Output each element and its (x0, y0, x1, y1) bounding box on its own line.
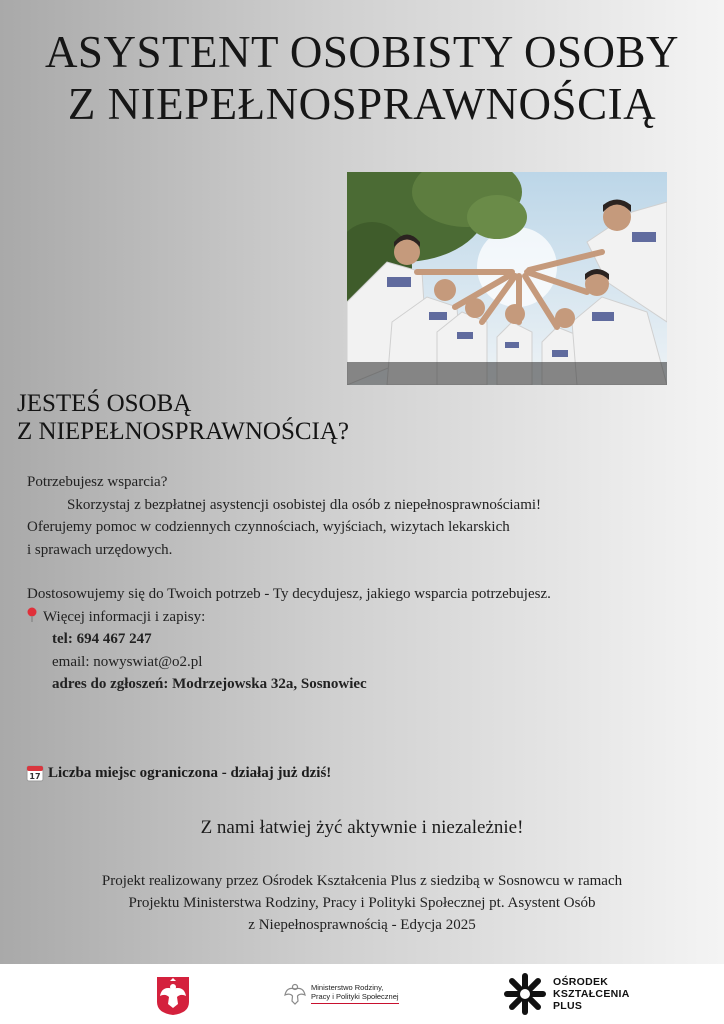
project-line-2: Projektu Ministerstwa Rodziny, Pracy i Polityki Społecznej pt. Asystent Osób (128, 895, 596, 911)
adapt-text: Dostosowujemy się do Twoich potrzeb - Ty decydujesz, jakiego wsparcia potrzebujesz. (27, 586, 551, 602)
free-assistance-text: Skorzystaj z bezpłatnej asystencji osobistej dla osób z niepełnosprawnościami! (67, 496, 542, 513)
limited-places-text: Liczba miejsc ograniczona - działaj już dziś! (48, 764, 332, 781)
need-support-text: Potrzebujesz wsparcia? (27, 474, 168, 490)
title-line-2: Z NIEPEŁNOSPRAWNOŚCIĄ (67, 79, 657, 129)
okp-line-2: KSZTAŁCENIA (553, 988, 630, 1000)
okp-line-3: PLUS (553, 1000, 583, 1012)
limited-places-line (26, 764, 331, 782)
slogan: Z nami łatwiej żyć aktywnie i niezależnie! (200, 817, 524, 838)
question-heading (17, 390, 349, 446)
offer-text-line-1: Oferujemy pomoc w codziennych czynnościach, wyjściach, wizytach lekarskich (27, 519, 510, 535)
question-line-2: Z NIEPEŁNOSPRAWNOŚCIĄ? (17, 418, 350, 445)
footer-logos (0, 964, 724, 1024)
body-text (27, 471, 707, 696)
page-title (0, 26, 724, 130)
calendar-icon (26, 764, 44, 782)
application-address: adres do zgłoszeń: Modrzejowska 32a, Sosnowiec (52, 676, 367, 692)
question-line-1: JESTEŚ OSOBĄ (17, 390, 192, 417)
project-info (0, 870, 724, 936)
more-info-line (27, 606, 707, 629)
okp-name (553, 976, 630, 1012)
calendar-day: 17 (29, 772, 41, 781)
ministry-eagle-icon (283, 980, 307, 1006)
project-line-1: Projekt realizowany przez Ośrodek Kształcenia Plus z siedzibą w Sosnowcu w ramach (101, 873, 623, 889)
group-photo (347, 172, 667, 385)
okp-star-icon (503, 972, 547, 1016)
spacer (27, 561, 707, 583)
okp-logo (503, 972, 630, 1016)
ministry-logo (283, 980, 399, 1006)
phone-number[interactable]: tel: 694 467 247 (52, 631, 152, 647)
offer-text-line-2: i sprawach urzędowych. (27, 541, 173, 558)
title-line-1: ASYSTENT OSOBISTY OSOBY (44, 27, 680, 77)
more-info-text: Więcej informacji i zapisy: (43, 608, 206, 625)
project-line-3: z Niepełnosprawnością - Edycja 2025 (248, 917, 476, 933)
ministry-line-1: Ministerstwo Rodziny, (311, 982, 384, 992)
okp-line-1: OŚRODEK (553, 976, 609, 988)
map-pin-icon (27, 606, 43, 629)
ministry-name (311, 983, 399, 1004)
poland-emblem-icon (156, 976, 190, 1016)
ministry-line-2: Pracy i Polityki Społecznej (311, 991, 399, 1001)
email-address[interactable]: email: nowyswiat@o2.pl (52, 653, 203, 670)
